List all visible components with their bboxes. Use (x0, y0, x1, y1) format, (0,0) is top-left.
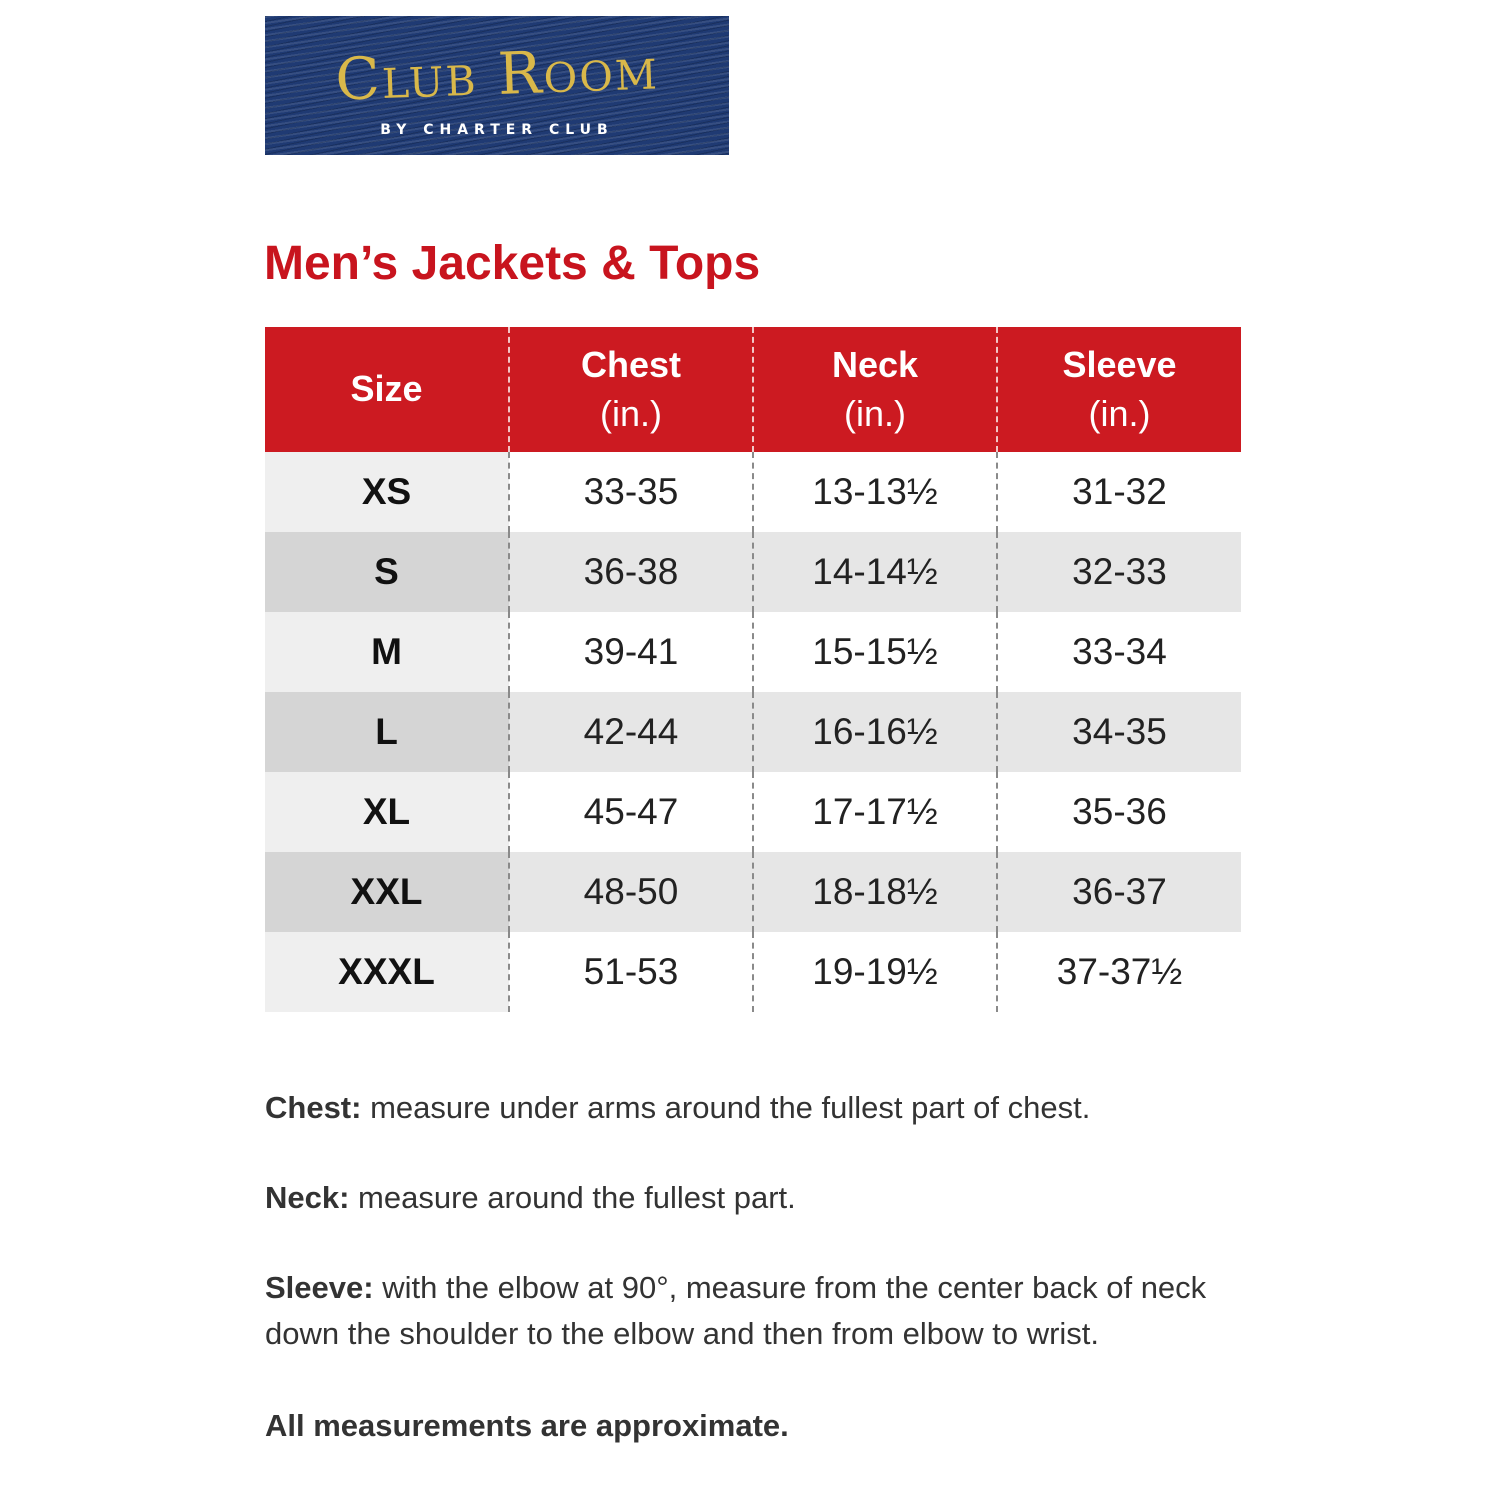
chest-cell: 36-38 (509, 532, 753, 612)
neck-cell: 13-13½ (753, 452, 997, 532)
sleeve-cell: 35-36 (997, 772, 1241, 852)
note-sleeve (265, 1265, 1240, 1357)
note-neck-label: Neck: (265, 1180, 350, 1215)
table-row (265, 532, 1241, 612)
table-row (265, 932, 1241, 1012)
header-row (265, 327, 1241, 452)
note-chest-label: Chest: (265, 1090, 362, 1125)
size-cell: XXL (265, 852, 509, 932)
sleeve-cell: 36-37 (997, 852, 1241, 932)
size-chart-body (265, 452, 1241, 1012)
note-neck-text: measure around the fullest part. (349, 1180, 796, 1215)
table-row (265, 452, 1241, 532)
note-sleeve-text: with the elbow at 90°, measure from the center back of neck down the shoulder to the elbow and then from elbow to wrist. (265, 1270, 1207, 1351)
logo-tagline: BY CHARTER CLUB (380, 122, 614, 138)
chest-cell: 45-47 (509, 772, 753, 852)
header-sleeve-label: Sleeve (1062, 343, 1177, 385)
sleeve-cell: 31-32 (997, 452, 1241, 532)
table-row (265, 612, 1241, 692)
chest-cell: 33-35 (509, 452, 753, 532)
header-neck-label: Neck (831, 343, 919, 385)
brand-logo (265, 16, 729, 155)
neck-cell: 14-14½ (753, 532, 997, 612)
table-row (265, 692, 1241, 772)
neck-cell: 19-19½ (753, 932, 997, 1012)
header-chest (509, 327, 753, 452)
chest-cell: 42-44 (509, 692, 753, 772)
header-chest-unit: (in.) (600, 392, 662, 434)
note-disclaimer: All measurements are approximate. (265, 1408, 789, 1443)
note-neck (265, 1175, 1240, 1221)
page-title: Men’s Jackets & Tops (264, 237, 761, 290)
sleeve-cell: 32-33 (997, 532, 1241, 612)
header-neck-unit: (in.) (844, 392, 906, 434)
table-row (265, 772, 1241, 852)
measurement-notes (265, 1085, 1240, 1493)
size-chart-table (265, 327, 1241, 1012)
table-row (265, 852, 1241, 932)
size-cell: S (265, 532, 509, 612)
header-chest-label: Chest (580, 343, 682, 385)
chest-cell: 51-53 (509, 932, 753, 1012)
sleeve-cell: 37-37½ (997, 932, 1241, 1012)
header-size-label: Size (350, 368, 423, 410)
size-chart-header (265, 327, 1241, 452)
size-cell: XL (265, 772, 509, 852)
header-sleeve (997, 327, 1241, 452)
sleeve-cell: 33-34 (997, 612, 1241, 692)
chest-cell: 39-41 (509, 612, 753, 692)
sleeve-cell: 34-35 (997, 692, 1241, 772)
chest-cell: 48-50 (509, 852, 753, 932)
size-cell: XXXL (265, 932, 509, 1012)
neck-cell: 16-16½ (753, 692, 997, 772)
note-chest-text: measure under arms around the fullest part of chest. (361, 1090, 1091, 1125)
header-size (265, 327, 509, 452)
neck-cell: 15-15½ (753, 612, 997, 692)
size-cell: L (265, 692, 509, 772)
header-neck (753, 327, 997, 452)
size-cell: M (265, 612, 509, 692)
note-sleeve-label: Sleeve: (265, 1270, 374, 1305)
logo-brand-name: Club Room (334, 34, 660, 114)
note-chest (265, 1085, 1240, 1131)
neck-cell: 18-18½ (753, 852, 997, 932)
neck-cell: 17-17½ (753, 772, 997, 852)
header-sleeve-unit: (in.) (1088, 392, 1151, 434)
size-cell: XS (265, 452, 509, 532)
